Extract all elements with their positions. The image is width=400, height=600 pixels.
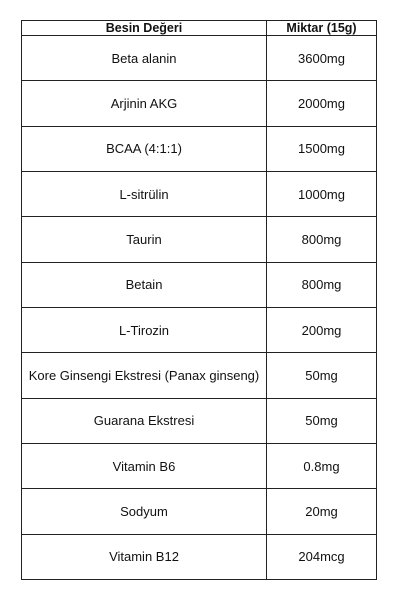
- nutrient-amount: 20mg: [267, 489, 377, 534]
- table-row: [22, 443, 377, 488]
- nutrient-amount: 800mg: [267, 217, 377, 262]
- header-amount: Miktar (15g): [267, 21, 377, 36]
- nutrient-name: Taurin: [22, 217, 267, 262]
- table-row: [22, 353, 377, 398]
- nutrient-amount: 0.8mg: [267, 443, 377, 488]
- table-row: [22, 307, 377, 352]
- table-row: [22, 171, 377, 216]
- nutrient-amount: 1500mg: [267, 126, 377, 171]
- nutrient-name: Kore Ginsengi Ekstresi (Panax ginseng): [22, 353, 267, 398]
- nutrient-name: L-Tirozin: [22, 307, 267, 352]
- table-row: [22, 489, 377, 534]
- nutrition-table-container: [21, 20, 376, 580]
- nutrient-name: Beta alanin: [22, 36, 267, 81]
- header-nutrient: Besin Değeri: [22, 21, 267, 36]
- table-row: [22, 534, 377, 579]
- nutrient-amount: 800mg: [267, 262, 377, 307]
- table-header-row: [22, 21, 377, 36]
- table-row: [22, 262, 377, 307]
- table-row: [22, 81, 377, 126]
- table-row: [22, 217, 377, 262]
- nutrient-amount: 200mg: [267, 307, 377, 352]
- nutrient-name: Guarana Ekstresi: [22, 398, 267, 443]
- nutrient-amount: 1000mg: [267, 171, 377, 216]
- nutrient-name: Sodyum: [22, 489, 267, 534]
- table-row: [22, 36, 377, 81]
- nutrition-table: [21, 20, 377, 580]
- nutrient-name: Arjinin AKG: [22, 81, 267, 126]
- nutrient-name: Betain: [22, 262, 267, 307]
- nutrient-name: L-sitrülin: [22, 171, 267, 216]
- nutrient-amount: 3600mg: [267, 36, 377, 81]
- nutrient-amount: 204mcg: [267, 534, 377, 579]
- nutrient-name: Vitamin B6: [22, 443, 267, 488]
- nutrient-name: Vitamin B12: [22, 534, 267, 579]
- nutrient-amount: 50mg: [267, 398, 377, 443]
- nutrient-amount: 50mg: [267, 353, 377, 398]
- table-row: [22, 398, 377, 443]
- nutrient-name: BCAA (4:1:1): [22, 126, 267, 171]
- nutrient-amount: 2000mg: [267, 81, 377, 126]
- table-row: [22, 126, 377, 171]
